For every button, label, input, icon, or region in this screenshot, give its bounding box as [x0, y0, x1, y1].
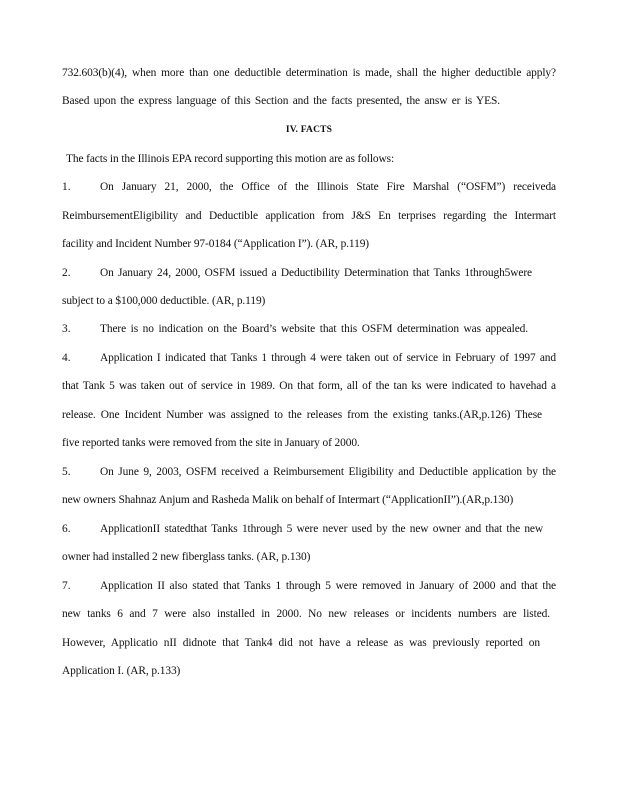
item-number: 1. [62, 181, 71, 193]
item-number: 6. [62, 523, 71, 535]
item-first-line: ApplicationII statedthat Tanks 1through 5 were never used by the new owner and that the new [100, 523, 543, 535]
item-continuation-line: subject to a $100,000 deductible. (AR, p.119) [62, 295, 266, 307]
section-heading: IV. FACTS [285, 125, 333, 135]
item-first-line: On June 9, 2003, OSFM received a Reimbursement Eligibility and Deductible application by the [100, 466, 556, 478]
item-continuation-line: new tanks 6 and 7 were also installed in 2000. No new releases or incidents numbers are listed. [62, 608, 550, 620]
item-continuation-line: facility and Incident Number 97-0184 (“Application I”). (AR, p.119) [62, 238, 369, 250]
item-continuation-line: However, Applicatio nII didnote that Tank4 did not have a release as was previously reported on [62, 637, 540, 649]
item-continuation-line: Application I. (AR, p.133) [62, 665, 181, 677]
item-first-line: Application I indicated that Tanks 1 through 4 were taken out of service in February of 1997 and [100, 352, 556, 364]
facts-intro: The facts in the Illinois EPA record supporting this motion are as follows: [66, 153, 395, 165]
item-first-line: There is no indication on the Board’s website that this OSFM determination was appealed. [100, 323, 528, 335]
item-first-line: On January 24, 2000, OSFM issued a Deductibility Determination that Tanks 1through5were [100, 267, 532, 279]
item-first-line: Application II also stated that Tanks 1 through 5 were removed in January of 2000 and that the [100, 580, 556, 592]
intro-line-2: Based upon the express language of this Section and the facts presented, the answ er is YES. [62, 95, 500, 107]
item-first-line: On January 21, 2000, the Office of the Illinois State Fire Marshal (“OSFM”) receiveda [100, 181, 556, 193]
item-number: 3. [62, 323, 71, 335]
intro-line-1: 732.603(b)(4), when more than one deductible determination is made, shall the higher deductible apply? [62, 67, 556, 79]
item-continuation-line: owner had installed 2 new fiberglass tanks. (AR, p.130) [62, 551, 311, 563]
item-number: 7. [62, 580, 71, 592]
item-continuation-line: that Tank 5 was taken out of service in 1989. On that form, all of the tan ks were indicated to havehad a [62, 380, 556, 392]
item-continuation-line: ReimbursementEligibility and Deductible application from J&S En terprises regarding the Intermart [62, 210, 556, 222]
item-continuation-line: five reported tanks were removed from the site in January of 2000. [62, 437, 360, 449]
item-continuation-line: new owners Shahnaz Anjum and Rasheda Malik on behalf of Intermart (“ApplicationII”).(AR,p.130) [62, 494, 514, 506]
item-continuation-line: release. One Incident Number was assigned to the releases from the existing tanks.(AR,p.126) These [62, 409, 542, 421]
item-number: 4. [62, 352, 71, 364]
item-number: 2. [62, 267, 71, 279]
item-number: 5. [62, 466, 71, 478]
